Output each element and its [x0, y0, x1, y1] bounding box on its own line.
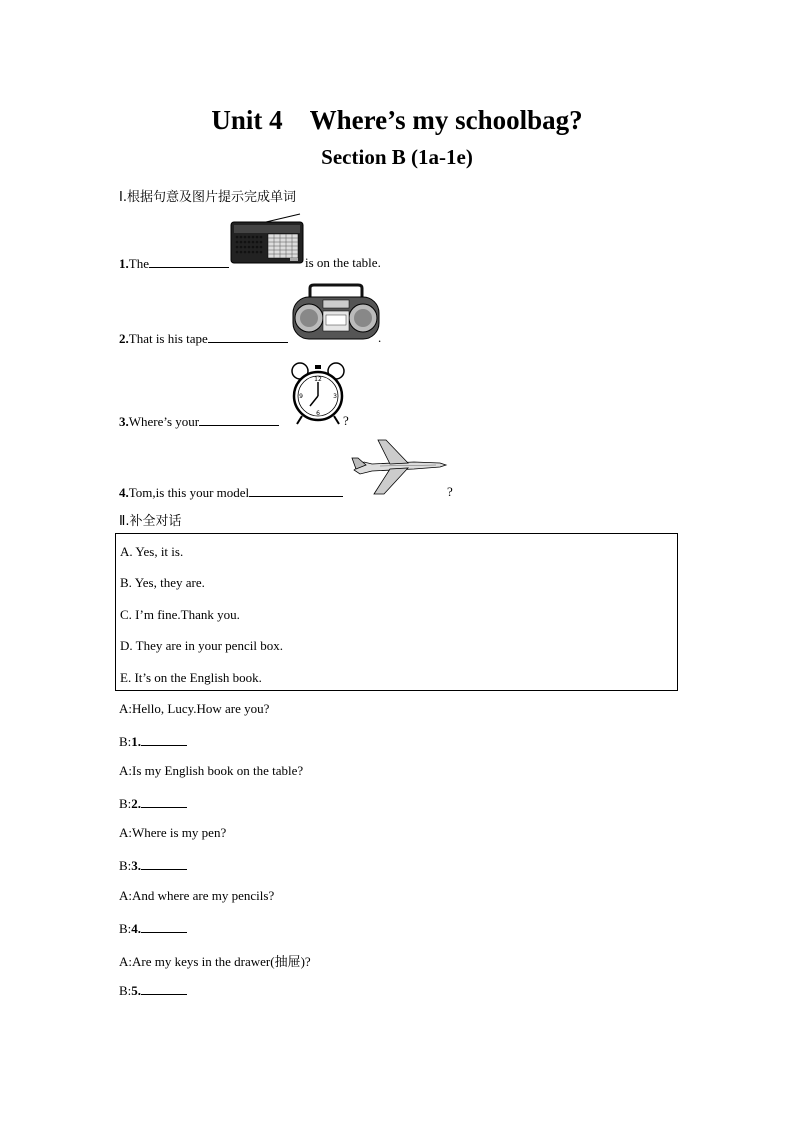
question-2 [119, 330, 288, 347]
airplane-icon [350, 436, 448, 498]
question-number: 3. [119, 414, 129, 429]
section1-heading: Ⅰ.根据句意及图片提示完成单词 [119, 190, 296, 205]
svg-text:6: 6 [316, 410, 320, 417]
page-title: Unit 4 Where’s my schoolbag? [211, 105, 583, 135]
question-3 [119, 413, 279, 430]
svg-text:12: 12 [314, 376, 322, 383]
answer-blank[interactable] [141, 857, 187, 870]
option-b: B. Yes, they are. [120, 575, 205, 590]
question-text-after: ? [343, 413, 349, 428]
answer-blank[interactable] [141, 795, 187, 808]
question-number: 4. [119, 485, 129, 500]
answer-blank[interactable] [149, 255, 229, 268]
answer-blank[interactable] [199, 413, 279, 426]
dialogue-line-a: A:And where are my pencils? [119, 888, 275, 903]
question-text-before: The [128, 256, 149, 271]
answer-blank[interactable] [249, 484, 343, 497]
answer-blank[interactable] [208, 330, 288, 343]
question-number: 2. [119, 331, 129, 346]
question-4 [119, 484, 343, 501]
dialogue-line-b: B:4. [119, 920, 187, 937]
question-number: 1. [119, 256, 129, 271]
question-text-before: That is his tape [128, 331, 208, 346]
answer-blank[interactable] [141, 733, 187, 746]
svg-text:9: 9 [299, 393, 303, 400]
dialogue-line-a: A:Where is my pen? [119, 825, 227, 840]
option-d: D. They are in your pencil box. [120, 638, 283, 653]
option-a: A. Yes, it is. [120, 544, 184, 559]
question-text-after: . [378, 330, 382, 345]
option-c: C. I’m fine.Thank you. [120, 607, 240, 622]
dialogue-line-b: B:3. [119, 857, 187, 874]
dialogue-line-a: A:Are my keys in the drawer(抽屉)? [119, 954, 311, 969]
tape-player-icon [292, 283, 380, 341]
options-box [115, 533, 678, 691]
radio-icon [230, 212, 304, 264]
dialogue-line-b: B:2. [119, 795, 187, 812]
svg-text:3: 3 [333, 393, 337, 400]
question-text-after: ? [447, 484, 453, 499]
option-e: E. It’s on the English book. [120, 670, 262, 685]
page-subtitle: Section B (1a-1e) [321, 145, 473, 169]
alarm-clock-icon [290, 362, 346, 426]
question-1 [119, 255, 229, 272]
dialogue-line-b: B:5. [119, 982, 187, 999]
question-text-after: is on the table. [305, 255, 381, 270]
dialogue-line-a: A:Hello, Lucy.How are you? [119, 701, 270, 716]
section2-heading: Ⅱ.补全对话 [119, 514, 182, 529]
dialogue-line-b: B:1. [119, 733, 187, 750]
dialogue-line-a: A:Is my English book on the table? [119, 763, 304, 778]
question-text-before: Tom,is this your model [128, 485, 250, 500]
answer-blank[interactable] [141, 920, 187, 933]
question-text-before: Where’s your [128, 414, 200, 429]
answer-blank[interactable] [141, 982, 187, 995]
